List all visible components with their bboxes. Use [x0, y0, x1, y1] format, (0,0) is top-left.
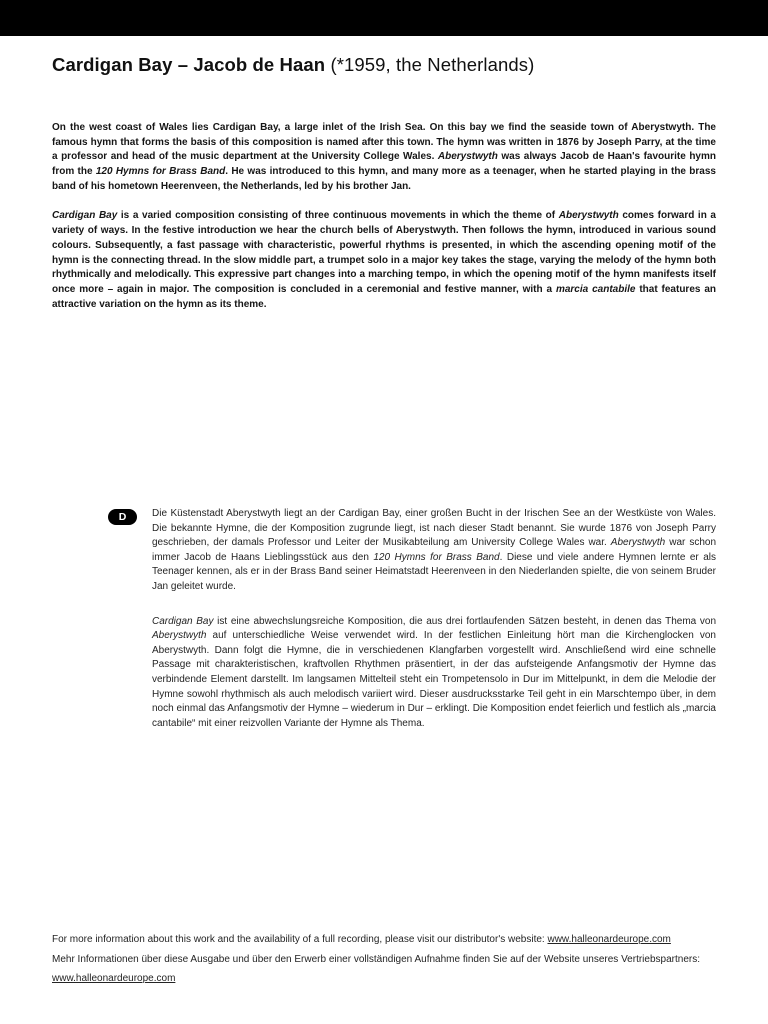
footer-line-de-link — [52, 971, 716, 987]
page-title — [52, 54, 534, 76]
german-notes-section — [108, 507, 716, 751]
distributor-link-de[interactable]: www.halleonardeurope.com — [52, 973, 176, 984]
footer — [52, 932, 716, 991]
footer-en-text: For more information about this work and the availability of a full recording, please visit our distributor's website: — [52, 934, 548, 945]
german-paragraph-2: Cardigan Bay ist eine abwechslungsreiche Komposition, die aus drei fortlaufenden Sätzen besteht, in denen das Thema von Aberystwyth auf unterschiedliche Weise verwendet wird. In der festlichen Einleitung hört man die Kirchenglocken von Aberystwyth. Dann folgt die Hymne, die in verschiedenen Klangfarben vorgestellt wird. Anschließend wird eine schnelle Passage mit charakteristischen, kraftvollen Rhythmen präsentiert, in der das aufsteigende Anfangsmotiv der Hymne das verbindende Element darstellt. Im langsamen Mittelteil steht ein Trompetensolo in Dur im Mittelpunkt, in dem die Melodie der Hymne sowohl rhythmisch als auch melodisch variiert wird. Dieser ausdrucksstarke Teil geht in ein Marschtempo über, in dem noch einmal das Anfangsmotiv der Hymne – wiederum in Dur – erklingt. Die Komposition endet feierlich und festlich als „marcia cantabile“ mit einer reizvollen Variante der Hymne als Thema. — [152, 615, 717, 729]
english-notes-section — [52, 121, 716, 327]
language-badge-german: D — [108, 509, 137, 525]
distributor-link-en[interactable]: www.halleonardeurope.com — [547, 934, 671, 945]
english-paragraph-2: Cardigan Bay is a varied composition consisting of three continuous movements in which the theme of Aberystwyth comes forward in a variety of ways. In the festive introduction we hear the church bells of Aberystwyth. Then follows the hymn, introduced in various sound colours. Subsequently, a fast passage with characteristic, powerful rhythms is presented, in which the ascending opening motif of the hymn is the connecting thread. In the slow middle part, a trumpet solo in a major key takes the stage, varying the melody of the hymn both rhythmically and melodically. This expressive part changes into a marching tempo, in which the opening motif of the hymn manifests itself once more – again in major. The composition is concluded in a ceremonial and festive manner, with a marcia cantabile that features an attractive variation on the hymn as its theme. — [52, 210, 717, 310]
composer-info: (*1959, the Netherlands) — [325, 54, 535, 75]
top-bar — [0, 0, 768, 36]
english-paragraph-1: On the west coast of Wales lies Cardigan Bay, a large inlet of the Irish Sea. On this bay we find the seaside town of Aberystwyth. The famous hymn that forms the basis of this composition is named after this town. The hymn was written in 1876 by Joseph Parry, at the time a professor and head of the music department at the University College Wales. Aberystwyth was always Jacob de Haan's favourite hymn from the 120 Hymns for Brass Band. He was introduced to this hymn, and many more as a teenager, when he started playing in the brass band of his hometown Heerenveen, the Netherlands, led by his brother Jan. — [52, 122, 716, 192]
german-text-block — [152, 507, 716, 731]
work-title: Cardigan Bay – Jacob de Haan — [52, 54, 326, 75]
footer-line-de: Mehr Informationen über diese Ausgabe und über den Erwerb einer vollständigen Aufnahme finden Sie auf der Website unseres Vertriebspartners: — [52, 953, 700, 965]
german-paragraph-1: Die Küstenstadt Aberystwyth liegt an der Cardigan Bay, einer großen Bucht in der Irischen See an der Westküste von Wales. Die bekannte Hymne, die der Komposition zugrunde liegt, ist nach dieser Stadt benannt. Sie wurde 1876 von Joseph Parry geschrieben, der damals Professor und Leiter der Musikabteilung am University College Wales war. Aberystwyth war schon immer Jacob de Haans Lieblingsstück aus den 120 Hymns for Brass Band. Diese und viele andere Hymnen lernte er als Teenager kennen, als er in der Brass Band seiner Heimatstadt Heerenveen in den Niederlanden spielte, die von seinem Bruder Jan geleitet wurde. — [152, 508, 717, 592]
footer-line-en — [52, 932, 716, 948]
